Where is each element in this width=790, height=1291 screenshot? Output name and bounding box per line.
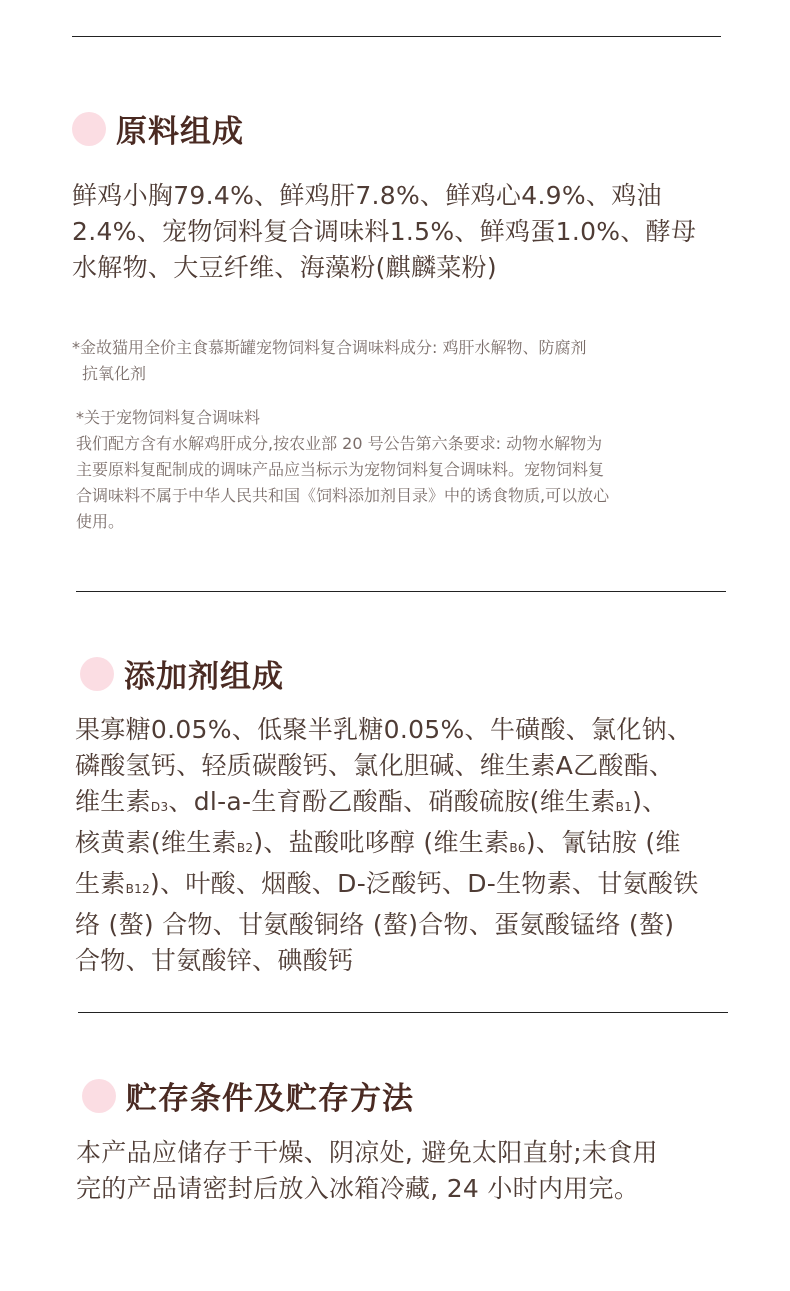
ingredients-heading [72,106,244,151]
divider [76,591,726,592]
note-line: 主要原料复配制成的调味产品应当标示为宠物饲料复合调味料。宠物饲料复 [76,460,605,479]
note-line: 合调味料不属于中华人民共和国《饲料添加剂目录》中的诱食物质,可以放心 [76,486,610,505]
storage-text [76,1135,766,1207]
additives-text [75,712,765,979]
additives-line: 络 (螯) 合物、甘氨酸铜络 (螯)合物、蛋氨酸锰络 (螯) [75,910,675,939]
additives-heading [80,651,284,696]
ingredients-text [72,178,752,286]
pink-dot-icon [82,1079,116,1113]
flavoring-composition-note [72,335,762,387]
storage-heading [82,1073,414,1118]
note-line: 我们配方含有水解鸡肝成分,按农业部 20 号公告第六条要求: 动物水解物为 [76,434,603,453]
ingredients-title: 原料组成 [116,114,244,150]
additives-line: 维生素$_{D3}$、dl-a-生育酚乙酸酯、硝酸硫胺(维生素$_{B1}$)、 [75,787,668,816]
additives-line: 磷酸氢钙、轻质碳酸钙、氯化胆碱、维生素A乙酸酯、 [75,751,675,780]
ingredients-line: 2.4%、宠物饲料复合调味料1.5%、鲜鸡蛋1.0%、酵母 [72,217,697,246]
pink-dot-icon [80,657,114,691]
additives-line: 合物、甘氨酸锌、碘酸钙 [75,946,354,975]
ingredients-line: 鲜鸡小胸79.4%、鲜鸡肝7.8%、鲜鸡心4.9%、鸡油 [72,181,662,210]
storage-line: 本产品应储存于干燥、阴凉处, 避免太阳直射;未食用 [76,1138,658,1167]
note-title: *关于宠物饲料复合调味料 [76,408,261,427]
additives-line: 果寡糖0.05%、低聚半乳糖0.05%、牛磺酸、氯化钠、 [75,715,693,744]
ingredients-line: 水解物、大豆纤维、海藻粉(麒麟菜粉) [72,253,497,282]
flavoring-explanation-note [76,405,766,535]
note-line: *金故猫用全价主食慕斯罐宠物饲料复合调味料成分: 鸡肝水解物、防腐剂 [72,338,587,357]
storage-title: 贮存条件及贮存方法 [126,1081,414,1117]
note-line: 抗氧化剂 [82,364,147,383]
storage-line: 完的产品请密封后放入冰箱冷藏, 24 小时内用完。 [76,1174,640,1203]
top-divider [72,36,721,37]
divider [78,1012,728,1013]
note-line: 使用。 [76,512,125,531]
additives-line: 核黄素(维生素$_{B2}$)、盐酸吡哆醇 (维生素$_{B6}$)、氰钴胺 (维 [75,828,681,857]
additives-title: 添加剂组成 [124,659,284,695]
pink-dot-icon [72,112,106,146]
additives-line: 生素$_{B12}$)、叶酸、烟酸、D-泛酸钙、D-生物素、甘氨酸铁 [75,869,699,898]
